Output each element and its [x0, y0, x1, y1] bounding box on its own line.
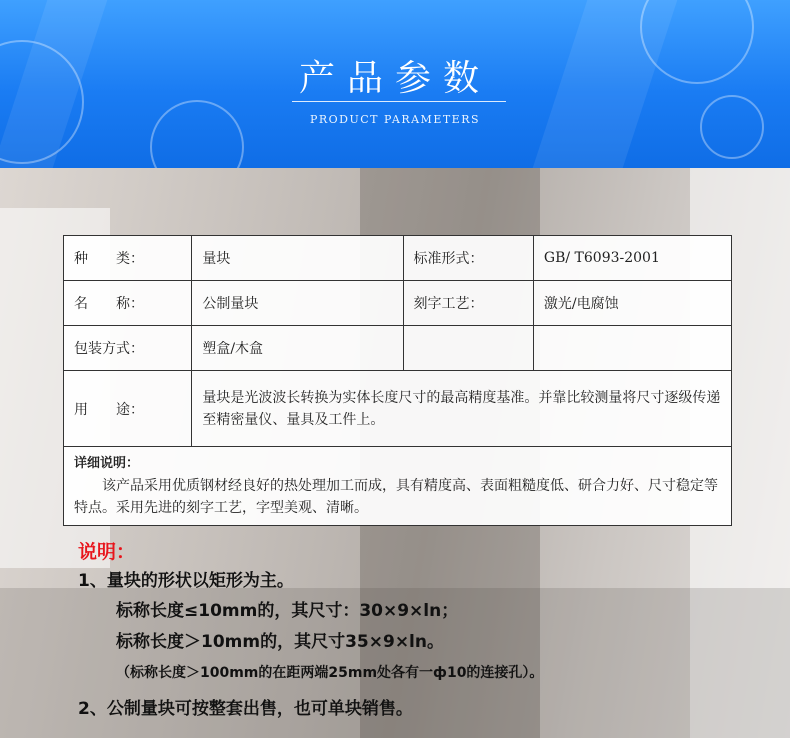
detail-cell: [64, 447, 732, 526]
table-row: [64, 281, 732, 326]
page-subtitle: PRODUCT PARAMETERS: [309, 113, 481, 126]
note-item-1a: 标称长度≤10mm的，其尺寸：30×9×ln；: [116, 601, 459, 621]
detail-heading: 详细说明：: [74, 456, 140, 471]
row-label: 种 类：: [64, 236, 192, 281]
row-value: 公制量块: [192, 281, 403, 326]
usage-label: 用 途：: [64, 371, 192, 447]
decor-circle: [700, 95, 764, 159]
table-row: [64, 236, 732, 281]
spec-table: [63, 235, 732, 526]
row-value: [533, 326, 731, 371]
page-title: 产品参数: [298, 58, 491, 99]
notes-title: 说明：: [78, 541, 136, 563]
table-row-usage: [64, 371, 732, 447]
row-label: [403, 326, 533, 371]
row-label: 包装方式：: [64, 326, 192, 371]
decor-circle: [150, 100, 244, 168]
note-item-1: 1、量块的形状以矩形为主。: [78, 571, 294, 591]
row-label: 名 称：: [64, 281, 192, 326]
header-banner: [0, 0, 790, 168]
row-label: 标准形式：: [403, 236, 533, 281]
row-value: 激光/电腐蚀: [533, 281, 731, 326]
title-divider: [292, 101, 506, 102]
detail-text: 该产品采用优质钢材经良好的热处理加工而成，具有精度高、表面粗糙度低、研合力好、尺寸稳定等特点。采用先进的刻字工艺，字型美观、清晰。: [74, 478, 718, 516]
note-item-1b: 标称长度＞10mm的，其尺寸35×9×ln。: [116, 632, 444, 652]
table-row-detail: [64, 447, 732, 526]
table-row: [64, 326, 732, 371]
usage-text: 量块是光波波长转换为实体长度尺寸的最高精度基准。并靠比较测量将尺寸逐级传递至精密量仪、量具及工件上。: [192, 371, 732, 447]
row-value: 量块: [192, 236, 403, 281]
row-value: GB/ T6093-2001: [533, 236, 731, 281]
note-item-1c: （标称长度＞100mm的在距两端25mm处各有一ф10的连接孔）。: [116, 665, 544, 681]
row-label: 刻字工艺：: [403, 281, 533, 326]
notes-section: [78, 538, 778, 726]
row-value: 塑盒/木盒: [192, 326, 403, 371]
note-item-2: 2、公制量块可按整套出售，也可单块销售。: [78, 699, 413, 719]
